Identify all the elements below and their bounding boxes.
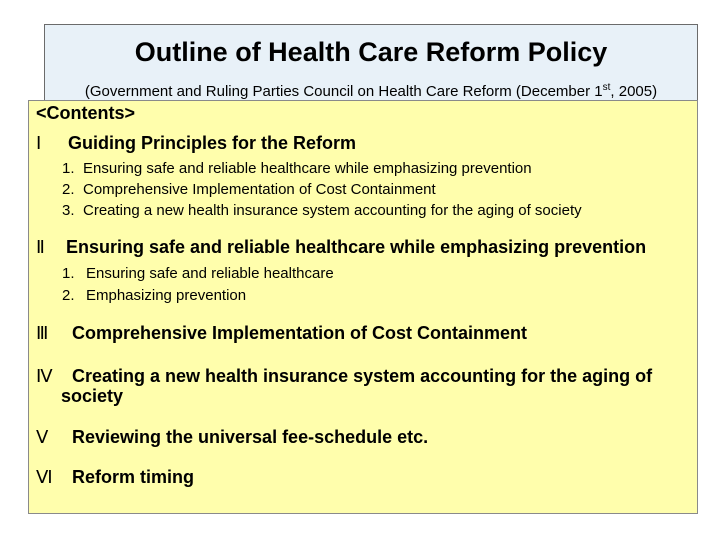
item-text: Comprehensive Implementation of Cost Containment <box>83 181 436 198</box>
subtitle-tail: , 2005) <box>610 83 658 100</box>
item-number: 1. <box>62 160 75 177</box>
section-heading-2 <box>36 237 646 258</box>
section-heading-3 <box>36 323 527 344</box>
list-item <box>62 202 582 219</box>
section-title: Comprehensive Implementation of Cost Containment <box>72 323 528 343</box>
list-item <box>62 160 532 177</box>
section-numeral: Ⅲ <box>36 323 49 343</box>
item-number: 3. <box>62 202 75 219</box>
item-text: Emphasizing prevention <box>86 287 247 304</box>
section-numeral: Ⅳ <box>36 366 53 386</box>
item-number: 2. <box>62 181 75 198</box>
section-heading-4 <box>36 366 652 387</box>
page-title: Outline of Health Care Reform Policy <box>134 37 608 67</box>
subtitle-superscript: st <box>602 82 611 93</box>
title-box <box>44 24 698 102</box>
page-subtitle <box>45 82 697 100</box>
section-heading-6 <box>36 467 194 488</box>
section-numeral: Ⅴ <box>36 427 49 447</box>
section-title: Guiding Principles for the Reform <box>68 133 357 153</box>
item-number: 2. <box>62 287 75 304</box>
item-text: Ensuring safe and reliable healthcare <box>86 265 334 282</box>
section-numeral: Ⅱ <box>36 237 45 257</box>
section-title: Ensuring safe and reliable healthcare while emphasizing prevention <box>66 237 647 257</box>
section-title: Creating a new health insurance system accounting for the aging of <box>72 366 653 386</box>
list-item <box>62 181 436 198</box>
item-number: 1. <box>62 265 75 282</box>
list-item <box>62 265 334 282</box>
section-numeral: Ⅰ <box>36 133 42 153</box>
item-text: Ensuring safe and reliable healthcare while emphasizing prevention <box>83 160 532 177</box>
section-title-continuation: society <box>61 386 124 406</box>
section-heading-5 <box>36 427 428 448</box>
section-heading-1 <box>36 133 356 154</box>
section-title: Reform timing <box>72 467 195 487</box>
section-numeral: Ⅵ <box>36 467 53 487</box>
item-text: Creating a new health insurance system accounting for the aging of society <box>83 202 582 219</box>
list-item <box>62 287 246 304</box>
section-title: Reviewing the universal fee-schedule etc. <box>72 427 429 447</box>
subtitle-text: (Government and Ruling Parties Council on Health Care Reform (December 1 <box>84 83 603 100</box>
contents-label: <Contents> <box>36 103 136 123</box>
